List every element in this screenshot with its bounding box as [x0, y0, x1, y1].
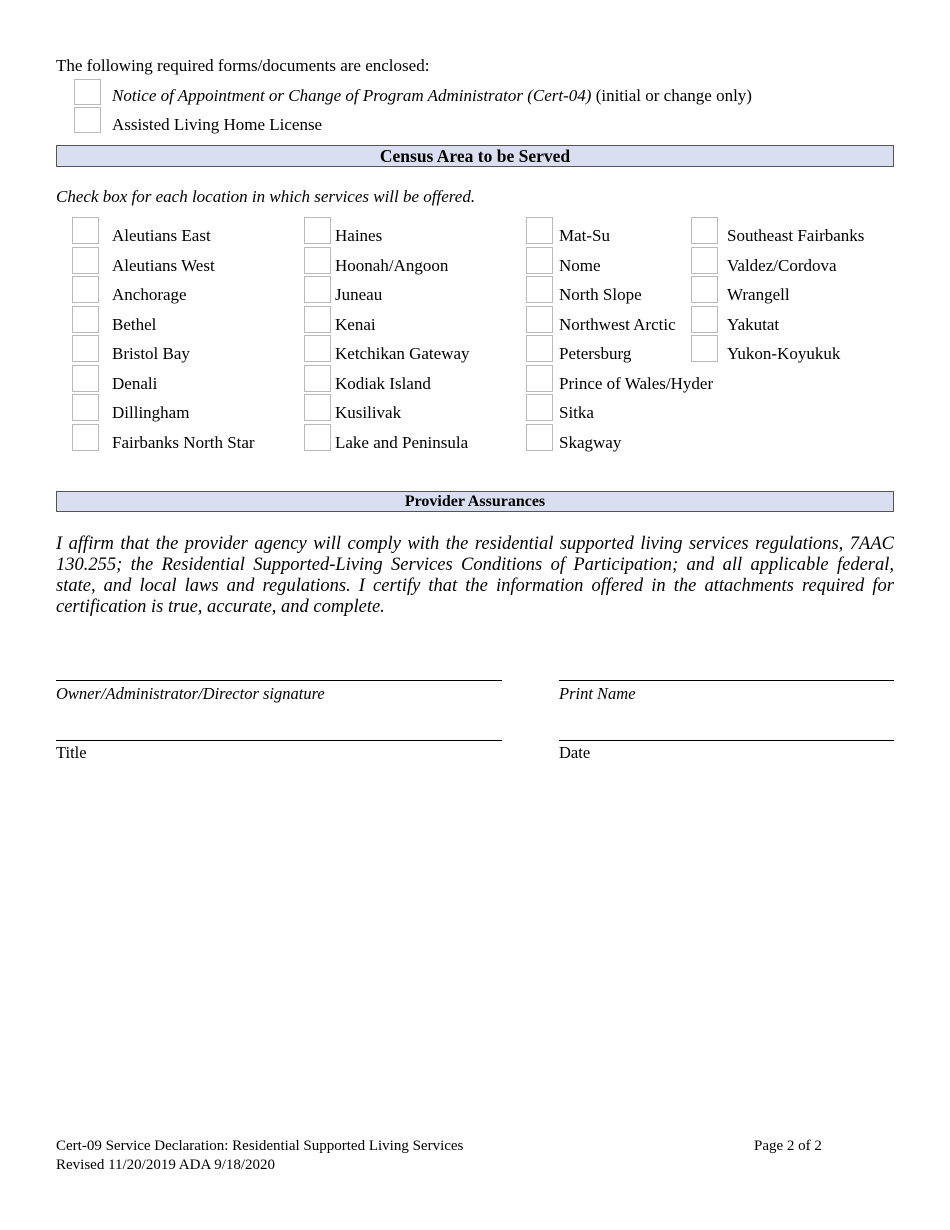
location-label-petersburg: Petersburg: [559, 344, 632, 363]
location-label-mat-su: Mat-Su: [559, 226, 610, 245]
checkbox-lake-and-peninsula[interactable]: [304, 424, 331, 451]
checkbox-fairbanks-north-star[interactable]: [72, 424, 99, 451]
checkbox-wrangell[interactable]: [691, 276, 718, 303]
checkbox-bethel[interactable]: [72, 306, 99, 333]
location-label-nome: Nome: [559, 255, 601, 275]
print-name-label: Print Name: [559, 684, 636, 703]
location-label-lake-and-peninsula: Lake and Peninsula: [335, 432, 469, 452]
checkbox-petersburg[interactable]: [526, 335, 553, 362]
checkbox-valdez-cordova[interactable]: [691, 247, 718, 274]
enclosed-intro: The following required forms/documents are enclosed:: [56, 56, 430, 75]
assurances-heading: Provider Assurances: [56, 491, 894, 512]
checkbox-north-slope[interactable]: [526, 276, 553, 303]
location-label-southeast-fairbanks: Southeast Fairbanks: [727, 226, 865, 245]
checkbox-southeast-fairbanks[interactable]: [691, 217, 718, 244]
location-label-denali: Denali: [112, 373, 158, 393]
location-label-ketchikan-gateway: Ketchikan Gateway: [335, 344, 470, 363]
location-label-bethel: Bethel: [112, 314, 157, 334]
location-label-wrangell: Wrangell: [727, 285, 790, 304]
checkbox-denali[interactable]: [72, 365, 99, 392]
checkbox-cert-04[interactable]: [74, 79, 101, 105]
enclosed-item-license: Assisted Living Home License: [112, 115, 323, 134]
checkbox-bristol-bay[interactable]: [72, 335, 99, 362]
checkbox-kenai[interactable]: [304, 306, 331, 333]
census-heading: Census Area to be Served: [56, 145, 894, 167]
location-label-skagway: Skagway: [559, 432, 622, 452]
location-label-kenai: Kenai: [335, 314, 376, 334]
checkbox-mat-su[interactable]: [526, 217, 553, 244]
location-label-anchorage: Anchorage: [112, 285, 187, 304]
location-label-prince-of-wales-hyder: Prince of Wales/Hyder: [559, 373, 714, 393]
title-label: Title: [56, 743, 87, 762]
checkbox-yakutat[interactable]: [691, 306, 718, 333]
location-label-kusilivak: Kusilivak: [335, 403, 402, 422]
location-label-kodiak-island: Kodiak Island: [335, 373, 431, 393]
location-label-yukon-koyukuk: Yukon-Koyukuk: [727, 344, 841, 363]
checkbox-aleutians-east[interactable]: [72, 217, 99, 244]
checkbox-haines[interactable]: [304, 217, 331, 244]
checkbox-license[interactable]: [74, 107, 101, 133]
signature-line[interactable]: [56, 680, 502, 681]
checkbox-sitka[interactable]: [526, 394, 553, 421]
location-label-aleutians-east: Aleutians East: [112, 226, 211, 245]
location-label-northwest-arctic: Northwest Arctic: [559, 314, 676, 334]
title-line[interactable]: [56, 740, 502, 741]
location-label-hoonah-angoon: Hoonah/Angoon: [335, 255, 449, 275]
checkbox-ketchikan-gateway[interactable]: [304, 335, 331, 362]
print-name-line[interactable]: [559, 680, 894, 681]
location-label-north-slope: North Slope: [559, 285, 642, 304]
location-label-fairbanks-north-star: Fairbanks North Star: [112, 432, 255, 452]
checkbox-nome[interactable]: [526, 247, 553, 274]
footer-revised: Revised 11/20/2019 ADA 9/18/2020: [56, 1157, 276, 1173]
checkbox-aleutians-west[interactable]: [72, 247, 99, 274]
location-label-sitka: Sitka: [559, 403, 594, 422]
checkbox-kusilivak[interactable]: [304, 394, 331, 421]
checkbox-prince-of-wales-hyder[interactable]: [526, 365, 553, 392]
location-label-dillingham: Dillingham: [112, 403, 190, 422]
checkbox-northwest-arctic[interactable]: [526, 306, 553, 333]
checkbox-skagway[interactable]: [526, 424, 553, 451]
location-label-haines: Haines: [335, 226, 383, 245]
date-line[interactable]: [559, 740, 894, 741]
enclosed-item-cert-04-rest: (initial or change only): [591, 86, 752, 105]
checkbox-hoonah-angoon[interactable]: [304, 247, 331, 274]
checkbox-kodiak-island[interactable]: [304, 365, 331, 392]
checkbox-anchorage[interactable]: [72, 276, 99, 303]
location-label-bristol-bay: Bristol Bay: [112, 344, 190, 363]
checkbox-dillingham[interactable]: [72, 394, 99, 421]
enclosed-item-cert-04: [112, 86, 752, 106]
enclosed-item-cert-04-italic: Notice of Appointment or Change of Program Administrator (Cert-04): [112, 86, 592, 105]
checkbox-juneau[interactable]: [304, 276, 331, 303]
footer-page-number: Page 2 of 2: [754, 1138, 822, 1154]
signature-label: Owner/Administrator/Director signature: [56, 684, 325, 703]
location-label-aleutians-west: Aleutians West: [112, 255, 215, 275]
location-label-valdez-cordova: Valdez/Cordova: [727, 255, 837, 275]
assurances-statement: I affirm that the provider agency will comply with the residential supported living services regulations, 7AAC 130.255; the Residential Supported-Living Services Conditions of Participation; and all applicable federal, state, and local laws and regulations. I certify that the information offered in the attachments required for certification is true, accurate, and complete.: [56, 534, 894, 617]
location-label-yakutat: Yakutat: [727, 314, 780, 334]
footer-form-name: Cert-09 Service Declaration: Residential Supported Living Services: [56, 1138, 464, 1154]
checkbox-yukon-koyukuk[interactable]: [691, 335, 718, 362]
census-instruction: Check box for each location in which services will be offered.: [56, 187, 476, 206]
location-label-juneau: Juneau: [335, 285, 383, 304]
date-label: Date: [559, 743, 591, 762]
